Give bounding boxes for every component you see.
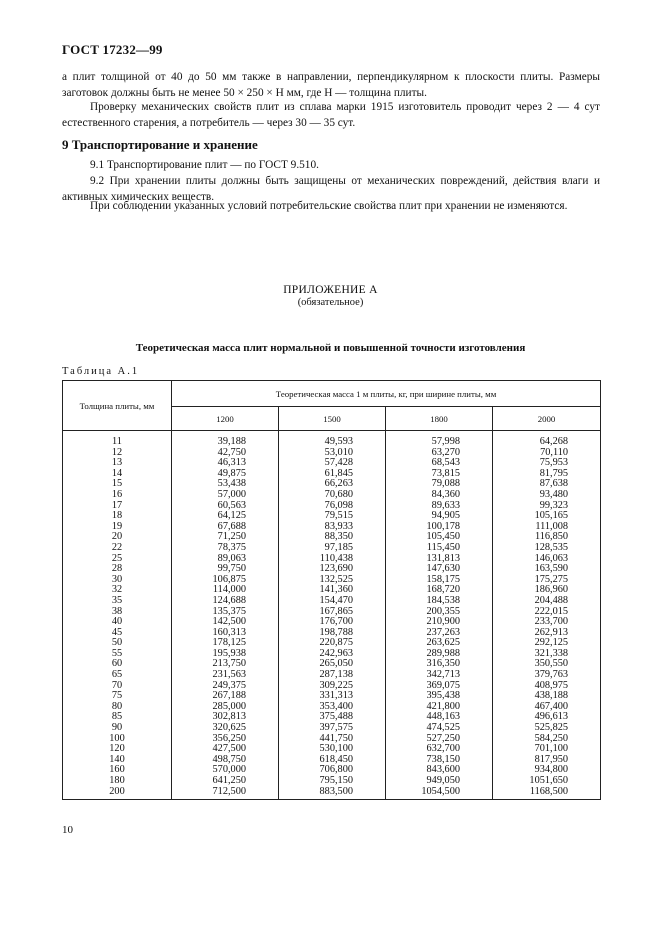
mass-cell: 76,098 (279, 501, 386, 512)
table-row (63, 787, 601, 800)
column-header-width: 2000 (493, 407, 601, 431)
mass-cell: 448,163 (386, 712, 493, 723)
mass-cell: 163,590 (493, 564, 601, 575)
mass-cell: 147,630 (386, 564, 493, 575)
mass-cell: 204,488 (493, 596, 601, 607)
mass-cell: 142,500 (172, 617, 279, 628)
column-header-width: 1500 (279, 407, 386, 431)
thickness-cell: 180 (63, 776, 172, 787)
mass-cell: 198,788 (279, 628, 386, 639)
mass-cell: 200,355 (386, 607, 493, 618)
mass-cell: 141,360 (279, 585, 386, 596)
thickness-cell: 45 (63, 628, 172, 639)
mass-table (62, 380, 601, 800)
mass-cell: 210,900 (386, 617, 493, 628)
mass-cell: 570,000 (172, 765, 279, 776)
mass-cell: 167,865 (279, 607, 386, 618)
thickness-cell: 15 (63, 479, 172, 490)
mass-cell: 176,700 (279, 617, 386, 628)
mass-cell: 105,165 (493, 511, 601, 522)
mass-cell: 132,525 (279, 575, 386, 586)
thickness-cell: 140 (63, 755, 172, 766)
table-label: Таблица А.1 (62, 366, 140, 377)
mass-cell: 158,175 (386, 575, 493, 586)
thickness-cell: 75 (63, 691, 172, 702)
mass-cell: 111,008 (493, 522, 601, 533)
mass-cell: 64,125 (172, 511, 279, 522)
mass-cell: 131,813 (386, 554, 493, 565)
column-header-width: 1800 (386, 407, 493, 431)
table-heading: Теоретическая масса плит нормальной и повышенной точности изготовления (135, 342, 526, 354)
mass-cell: 115,450 (386, 543, 493, 554)
mass-cell: 427,500 (172, 744, 279, 755)
mass-cell: 474,525 (386, 723, 493, 734)
mass-cell: 84,360 (386, 490, 493, 501)
mass-cell: 321,338 (493, 649, 601, 660)
mass-cell: 195,938 (172, 649, 279, 660)
mass-cell: 160,313 (172, 628, 279, 639)
intro-paragraph-1: а плит толщиной от 40 до 50 мм также в направлении, перпендикулярном к плоскости плиты. Размеры заготовок должны быть не менее 50 × 250 × H мм, где H — толщина плиты. (62, 71, 600, 99)
thickness-cell: 65 (63, 670, 172, 681)
mass-cell: 1168,500 (493, 787, 601, 800)
mass-cell: 233,700 (493, 617, 601, 628)
mass-cell: 220,875 (279, 638, 386, 649)
mass-cell: 99,323 (493, 501, 601, 512)
mass-cell: 123,690 (279, 564, 386, 575)
thickness-cell: 20 (63, 532, 172, 543)
mass-cell: 316,350 (386, 659, 493, 670)
thickness-cell: 17 (63, 501, 172, 512)
mass-cell: 496,613 (493, 712, 601, 723)
mass-cell: 949,050 (386, 776, 493, 787)
mass-cell: 186,960 (493, 585, 601, 596)
mass-cell: 89,063 (172, 554, 279, 565)
table-row (63, 776, 601, 787)
table-row (63, 596, 601, 607)
mass-cell: 222,015 (493, 607, 601, 618)
thickness-cell: 70 (63, 681, 172, 692)
mass-cell: 738,150 (386, 755, 493, 766)
thickness-cell: 13 (63, 458, 172, 469)
mass-cell: 356,250 (172, 734, 279, 745)
mass-cell: 116,850 (493, 532, 601, 543)
mass-cell: 817,950 (493, 755, 601, 766)
thickness-cell: 35 (63, 596, 172, 607)
mass-cell: 934,800 (493, 765, 601, 776)
mass-cell: 63,270 (386, 448, 493, 459)
section-9-paragraph-3: При соблюдении указанных условий потребительские свойства плит при хранении не изменяются. (90, 200, 568, 212)
mass-cell: 641,250 (172, 776, 279, 787)
mass-cell: 99,750 (172, 564, 279, 575)
table-body (63, 431, 601, 800)
document-header: ГОСТ 17232—99 (62, 42, 163, 57)
mass-cell: 39,188 (172, 431, 279, 448)
mass-cell: 287,138 (279, 670, 386, 681)
mass-cell: 42,750 (172, 448, 279, 459)
thickness-cell: 40 (63, 617, 172, 628)
mass-cell: 57,000 (172, 490, 279, 501)
thickness-cell: 22 (63, 543, 172, 554)
mass-cell: 184,538 (386, 596, 493, 607)
thickness-cell: 14 (63, 469, 172, 480)
mass-cell: 70,110 (493, 448, 601, 459)
mass-cell: 701,100 (493, 744, 601, 755)
mass-cell: 53,010 (279, 448, 386, 459)
mass-cell: 712,500 (172, 787, 279, 800)
mass-cell: 527,250 (386, 734, 493, 745)
mass-cell: 168,720 (386, 585, 493, 596)
mass-cell: 81,795 (493, 469, 601, 480)
page-number: 10 (62, 824, 73, 836)
section-9-paragraph-1: 9.1 Транспортирование плит — по ГОСТ 9.510. (90, 159, 319, 171)
thickness-cell: 200 (63, 787, 172, 800)
mass-cell: 110,438 (279, 554, 386, 565)
mass-cell: 114,000 (172, 585, 279, 596)
mass-cell: 93,480 (493, 490, 601, 501)
mass-cell: 71,250 (172, 532, 279, 543)
mass-cell: 57,998 (386, 431, 493, 448)
mass-cell: 309,225 (279, 681, 386, 692)
column-header-group: Теоретическая масса 1 м плиты, кг, при ширине плиты, мм (172, 381, 601, 407)
mass-cell: 106,875 (172, 575, 279, 586)
mass-cell: 94,905 (386, 511, 493, 522)
mass-cell: 342,713 (386, 670, 493, 681)
thickness-cell: 18 (63, 511, 172, 522)
mass-cell: 89,633 (386, 501, 493, 512)
thickness-cell: 25 (63, 554, 172, 565)
mass-cell: 441,750 (279, 734, 386, 745)
table-row (63, 490, 601, 501)
mass-cell: 249,375 (172, 681, 279, 692)
mass-cell: 262,913 (493, 628, 601, 639)
thickness-cell: 30 (63, 575, 172, 586)
mass-cell: 263,625 (386, 638, 493, 649)
mass-cell: 302,813 (172, 712, 279, 723)
table-row (63, 431, 601, 448)
thickness-cell: 16 (63, 490, 172, 501)
mass-cell: 883,500 (279, 787, 386, 800)
mass-cell: 618,450 (279, 755, 386, 766)
mass-cell: 60,563 (172, 501, 279, 512)
mass-cell: 49,875 (172, 469, 279, 480)
mass-cell: 213,750 (172, 659, 279, 670)
section-9-title: 9 Транспортирование и хранение (62, 137, 258, 152)
mass-cell: 237,263 (386, 628, 493, 639)
thickness-cell: 80 (63, 702, 172, 713)
column-header-thickness: Толщина плиты, мм (63, 381, 172, 431)
thickness-cell: 28 (63, 564, 172, 575)
mass-cell: 79,088 (386, 479, 493, 490)
mass-cell: 292,125 (493, 638, 601, 649)
mass-cell: 61,845 (279, 469, 386, 480)
thickness-cell: 90 (63, 723, 172, 734)
mass-cell: 467,400 (493, 702, 601, 713)
mass-cell: 285,000 (172, 702, 279, 713)
mass-cell: 135,375 (172, 607, 279, 618)
mass-cell: 154,470 (279, 596, 386, 607)
thickness-cell: 55 (63, 649, 172, 660)
mass-cell: 70,680 (279, 490, 386, 501)
mass-cell: 584,250 (493, 734, 601, 745)
mass-cell: 706,800 (279, 765, 386, 776)
mass-cell: 231,563 (172, 670, 279, 681)
mass-cell: 75,953 (493, 458, 601, 469)
mass-cell: 265,050 (279, 659, 386, 670)
mass-cell: 395,438 (386, 691, 493, 702)
mass-cell: 289,988 (386, 649, 493, 660)
mass-cell: 57,428 (279, 458, 386, 469)
thickness-cell: 38 (63, 607, 172, 618)
mass-cell: 331,313 (279, 691, 386, 702)
mass-cell: 97,185 (279, 543, 386, 554)
mass-cell: 350,550 (493, 659, 601, 670)
mass-cell: 408,975 (493, 681, 601, 692)
intro-paragraph-2: Проверку механических свойств плит из сплава марки 1915 изготовитель проводит через 2 — 4 сут естественного старения, а потребитель — через 30 — 35 сут. (62, 101, 600, 129)
mass-cell: 632,700 (386, 744, 493, 755)
mass-cell: 397,575 (279, 723, 386, 734)
mass-cell: 67,688 (172, 522, 279, 533)
table-row (63, 543, 601, 554)
thickness-cell: 160 (63, 765, 172, 776)
mass-cell: 87,638 (493, 479, 601, 490)
thickness-cell: 85 (63, 712, 172, 723)
mass-cell: 843,600 (386, 765, 493, 776)
mass-cell: 66,263 (279, 479, 386, 490)
mass-cell: 1054,500 (386, 787, 493, 800)
thickness-cell: 120 (63, 744, 172, 755)
mass-cell: 68,543 (386, 458, 493, 469)
mass-cell: 242,963 (279, 649, 386, 660)
mass-cell: 267,188 (172, 691, 279, 702)
mass-cell: 375,488 (279, 712, 386, 723)
mass-cell: 498,750 (172, 755, 279, 766)
mass-cell: 175,275 (493, 575, 601, 586)
mass-cell: 53,438 (172, 479, 279, 490)
thickness-cell: 50 (63, 638, 172, 649)
mass-cell: 105,450 (386, 532, 493, 543)
mass-cell: 353,400 (279, 702, 386, 713)
mass-cell: 64,268 (493, 431, 601, 448)
mass-cell: 83,933 (279, 522, 386, 533)
thickness-cell: 32 (63, 585, 172, 596)
mass-cell: 146,063 (493, 554, 601, 565)
mass-cell: 795,150 (279, 776, 386, 787)
thickness-cell: 12 (63, 448, 172, 459)
mass-cell: 320,625 (172, 723, 279, 734)
mass-cell: 421,800 (386, 702, 493, 713)
thickness-cell: 100 (63, 734, 172, 745)
mass-cell: 128,535 (493, 543, 601, 554)
mass-cell: 178,125 (172, 638, 279, 649)
mass-cell: 49,593 (279, 431, 386, 448)
thickness-cell: 19 (63, 522, 172, 533)
column-header-width: 1200 (172, 407, 279, 431)
mass-cell: 78,375 (172, 543, 279, 554)
thickness-cell: 11 (63, 431, 172, 448)
mass-cell: 46,313 (172, 458, 279, 469)
section-9-paragraph-2: 9.2 При хранении плиты должны быть защищены от механических повреждений, действия влаги и активных химических веществ. (62, 175, 600, 203)
thickness-cell: 60 (63, 659, 172, 670)
appendix-subtitle: (обязательное) (297, 297, 364, 308)
mass-cell: 525,825 (493, 723, 601, 734)
mass-cell: 1051,650 (493, 776, 601, 787)
mass-cell: 438,188 (493, 691, 601, 702)
mass-cell: 379,763 (493, 670, 601, 681)
mass-cell: 88,350 (279, 532, 386, 543)
mass-cell: 79,515 (279, 511, 386, 522)
appendix-title: ПРИЛОЖЕНИЕ А (283, 284, 378, 296)
mass-cell: 73,815 (386, 469, 493, 480)
mass-cell: 124,688 (172, 596, 279, 607)
mass-cell: 530,100 (279, 744, 386, 755)
mass-cell: 100,178 (386, 522, 493, 533)
mass-cell: 369,075 (386, 681, 493, 692)
